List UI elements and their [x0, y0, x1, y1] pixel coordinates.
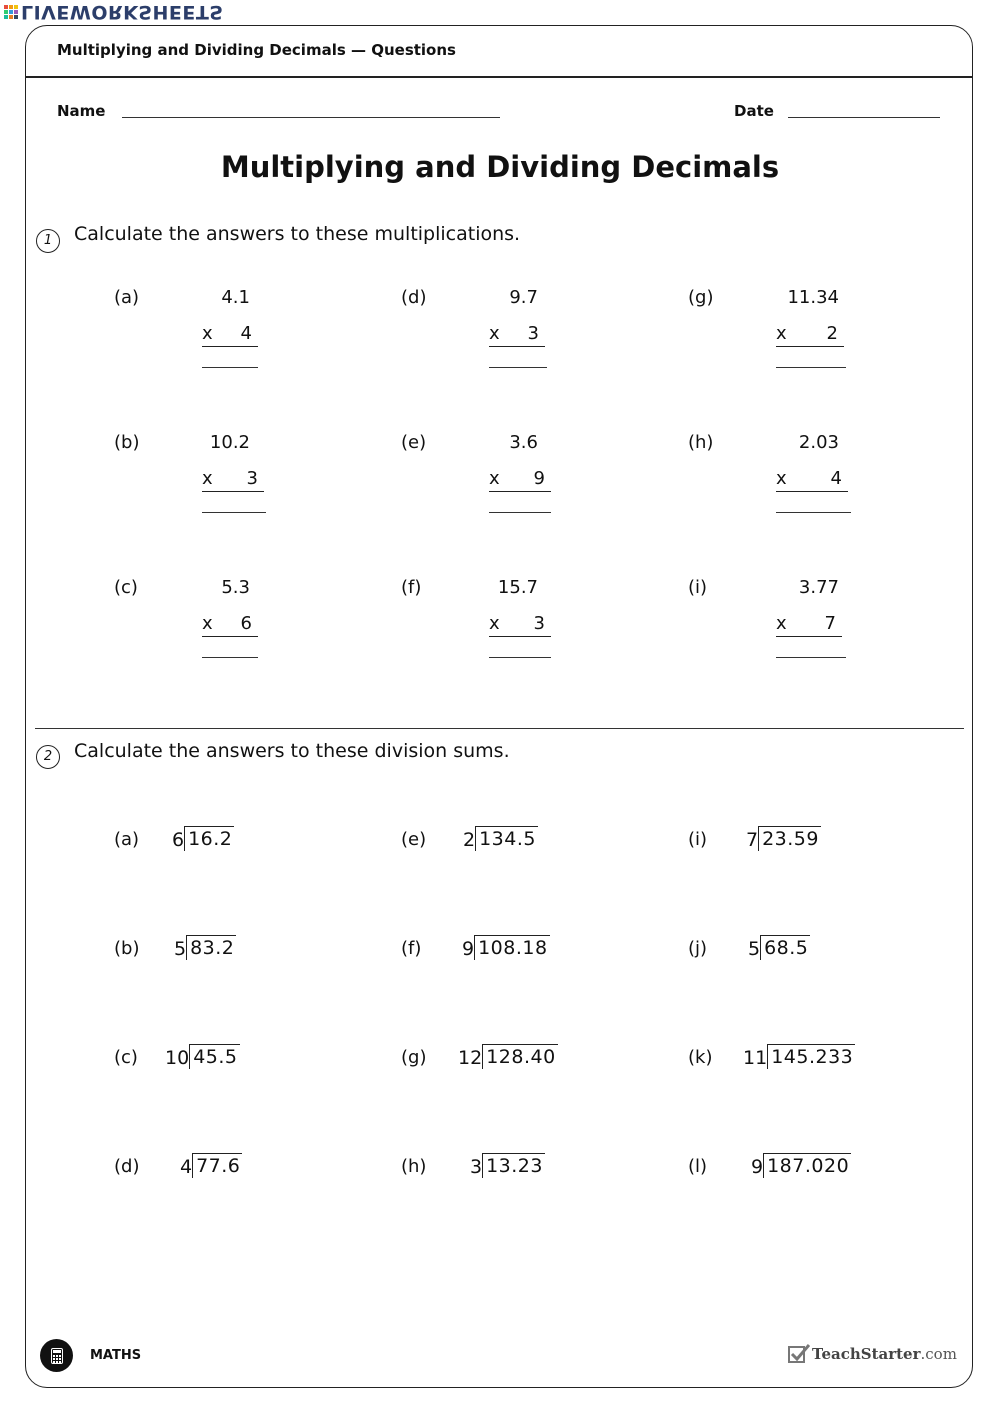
- answer-line[interactable]: [776, 512, 851, 513]
- problem-label: (i): [688, 829, 708, 850]
- multiplier: 3: [533, 613, 545, 634]
- multiplication-problem: [202, 577, 250, 667]
- divisor: 7: [746, 829, 759, 851]
- problem-label: (b): [114, 432, 140, 453]
- checkmark-icon: [788, 1343, 810, 1365]
- logo-square: [9, 5, 13, 9]
- page-title: Multiplying and Dividing Decimals: [220, 150, 780, 184]
- division-problem: [165, 1044, 240, 1071]
- division-problem: [180, 1153, 242, 1180]
- name-field-line[interactable]: [122, 117, 500, 118]
- multiplicand: 10.2: [209, 432, 250, 453]
- multiplier: 4: [240, 323, 252, 344]
- multiply-sign: x: [776, 323, 787, 344]
- logo-square: [14, 5, 18, 9]
- dividend: 134.5: [475, 826, 538, 851]
- watermark-text: LIVEWORKSHEETS: [21, 1, 224, 23]
- problem-label: (f): [401, 938, 422, 959]
- problem-label: (a): [114, 829, 140, 850]
- divisor: 2: [463, 829, 476, 851]
- problem-label: (d): [401, 287, 427, 308]
- logo-square: [4, 5, 8, 9]
- question-2-instruction: Calculate the answers to these division sums.: [74, 740, 510, 762]
- multiplicand: 5.3: [221, 577, 250, 598]
- multiplicand: 11.34: [787, 287, 839, 308]
- divisor: 5: [174, 938, 187, 960]
- multiply-sign: x: [776, 468, 787, 489]
- subject-label: MATHS: [90, 1348, 142, 1363]
- problem-label: (b): [114, 938, 140, 959]
- answer-line[interactable]: [776, 657, 846, 658]
- multiplier: 7: [824, 613, 836, 634]
- logo-square: [9, 10, 13, 14]
- multiply-sign: x: [489, 468, 500, 489]
- problem-label: (k): [688, 1047, 713, 1068]
- multiplier-row: [489, 323, 545, 347]
- dividend: 128.40: [482, 1044, 557, 1069]
- problem-label: (h): [688, 432, 714, 453]
- liveworksheets-logo-icon: [4, 5, 18, 19]
- multiplicand: 4.1: [221, 287, 250, 308]
- brand-name: TeachStarter: [812, 1345, 921, 1363]
- multiplier-row: [202, 613, 258, 637]
- problem-label: (j): [688, 938, 708, 959]
- division-problem: [458, 1044, 558, 1071]
- divisor: 9: [462, 938, 475, 960]
- multiplier: 6: [240, 613, 252, 634]
- header-divider: [25, 76, 973, 78]
- name-label: Name: [57, 102, 106, 120]
- answer-line[interactable]: [202, 657, 258, 658]
- dividend: 45.5: [189, 1044, 239, 1069]
- answer-line[interactable]: [776, 367, 846, 368]
- dividend: 145.233: [767, 1044, 855, 1069]
- divisor: 6: [172, 829, 185, 851]
- division-problem: [743, 1044, 855, 1071]
- multiplication-problem: [776, 287, 839, 377]
- problem-label: (c): [114, 1047, 138, 1068]
- divisor: 10: [165, 1047, 190, 1069]
- dividend: 83.2: [186, 935, 236, 960]
- answer-line[interactable]: [489, 657, 551, 658]
- answer-line[interactable]: [489, 512, 551, 513]
- multiplier-row: [202, 468, 264, 492]
- division-problem: [174, 935, 236, 962]
- dividend: 187.020: [763, 1153, 851, 1178]
- multiplier-row: [776, 323, 844, 347]
- division-problem: [751, 1153, 851, 1180]
- multiplicand: 2.03: [798, 432, 839, 453]
- answer-line[interactable]: [489, 367, 547, 368]
- divisor: 3: [470, 1156, 483, 1178]
- multiplier-row: [776, 468, 848, 492]
- problem-label: (e): [401, 432, 427, 453]
- question-1-instruction: Calculate the answers to these multiplications.: [74, 223, 521, 245]
- division-problem: [470, 1153, 545, 1180]
- division-problem: [172, 826, 234, 853]
- dividend: 68.5: [760, 935, 810, 960]
- multiplier: 9: [533, 468, 545, 489]
- multiplier: 4: [830, 468, 842, 489]
- multiplicand: 15.7: [497, 577, 538, 598]
- dividend: 16.2: [184, 826, 234, 851]
- logo-square: [4, 15, 8, 19]
- dividend: 23.59: [758, 826, 821, 851]
- calculator-icon: [40, 1339, 73, 1372]
- multiplicand: 9.7: [509, 287, 538, 308]
- brand-text: [812, 1345, 957, 1363]
- multiplicand: 3.77: [798, 577, 839, 598]
- multiply-sign: x: [776, 613, 787, 634]
- division-problem: [463, 826, 538, 853]
- divisor: 4: [180, 1156, 193, 1178]
- division-problem: [746, 826, 821, 853]
- multiplier-row: [202, 323, 258, 347]
- answer-line[interactable]: [202, 512, 266, 513]
- problem-label: (f): [401, 577, 422, 598]
- multiplicand: 3.6: [509, 432, 538, 453]
- multiplication-problem: [202, 432, 258, 522]
- multiplier: 2: [826, 323, 838, 344]
- problem-label: (d): [114, 1156, 140, 1177]
- section-divider: [35, 728, 964, 729]
- multiplication-problem: [776, 432, 842, 522]
- divisor: 9: [751, 1156, 764, 1178]
- question-2-number-badge: 2: [36, 745, 60, 769]
- problem-label: (h): [401, 1156, 427, 1177]
- division-problem: [462, 935, 550, 962]
- divisor: 5: [748, 938, 761, 960]
- header-title: Multiplying and Dividing Decimals — Questions: [57, 41, 456, 59]
- multiply-sign: x: [489, 613, 500, 634]
- problem-label: (i): [688, 577, 708, 598]
- multiplier: 3: [527, 323, 539, 344]
- multiply-sign: x: [202, 613, 213, 634]
- dividend: 13.23: [482, 1153, 545, 1178]
- multiply-sign: x: [489, 323, 500, 344]
- division-problem: [748, 935, 810, 962]
- logo-square: [14, 10, 18, 14]
- logo-square: [4, 10, 8, 14]
- problem-label: (a): [114, 287, 140, 308]
- multiplication-problem: [202, 287, 250, 377]
- multiplication-problem: [489, 577, 545, 667]
- problem-label: (l): [688, 1156, 708, 1177]
- question-1-number-badge: 1: [36, 229, 60, 253]
- date-label: Date: [734, 102, 774, 120]
- logo-square: [9, 15, 13, 19]
- problem-label: (c): [114, 577, 138, 598]
- problem-label: (e): [401, 829, 427, 850]
- divisor: 12: [458, 1047, 483, 1069]
- dividend: 108.18: [474, 935, 549, 960]
- teachstarter-logo: [788, 1343, 957, 1365]
- multiplication-problem: [776, 577, 839, 667]
- logo-square: [14, 15, 18, 19]
- divisor: 11: [743, 1047, 768, 1069]
- dividend: 77.6: [192, 1153, 242, 1178]
- multiplier-row: [489, 468, 551, 492]
- problem-label: (g): [688, 287, 714, 308]
- multiplication-problem: [489, 287, 538, 377]
- multiplication-problem: [489, 432, 545, 522]
- brand-suffix: .com: [920, 1345, 957, 1363]
- multiply-sign: x: [202, 323, 213, 344]
- multiplier-row: [489, 613, 551, 637]
- multiplier-row: [776, 613, 842, 637]
- multiplier: 3: [246, 468, 258, 489]
- problem-label: (g): [401, 1047, 427, 1068]
- multiply-sign: x: [202, 468, 213, 489]
- date-field-line[interactable]: [788, 117, 940, 118]
- answer-line[interactable]: [202, 367, 258, 368]
- liveworksheets-watermark: [4, 2, 224, 22]
